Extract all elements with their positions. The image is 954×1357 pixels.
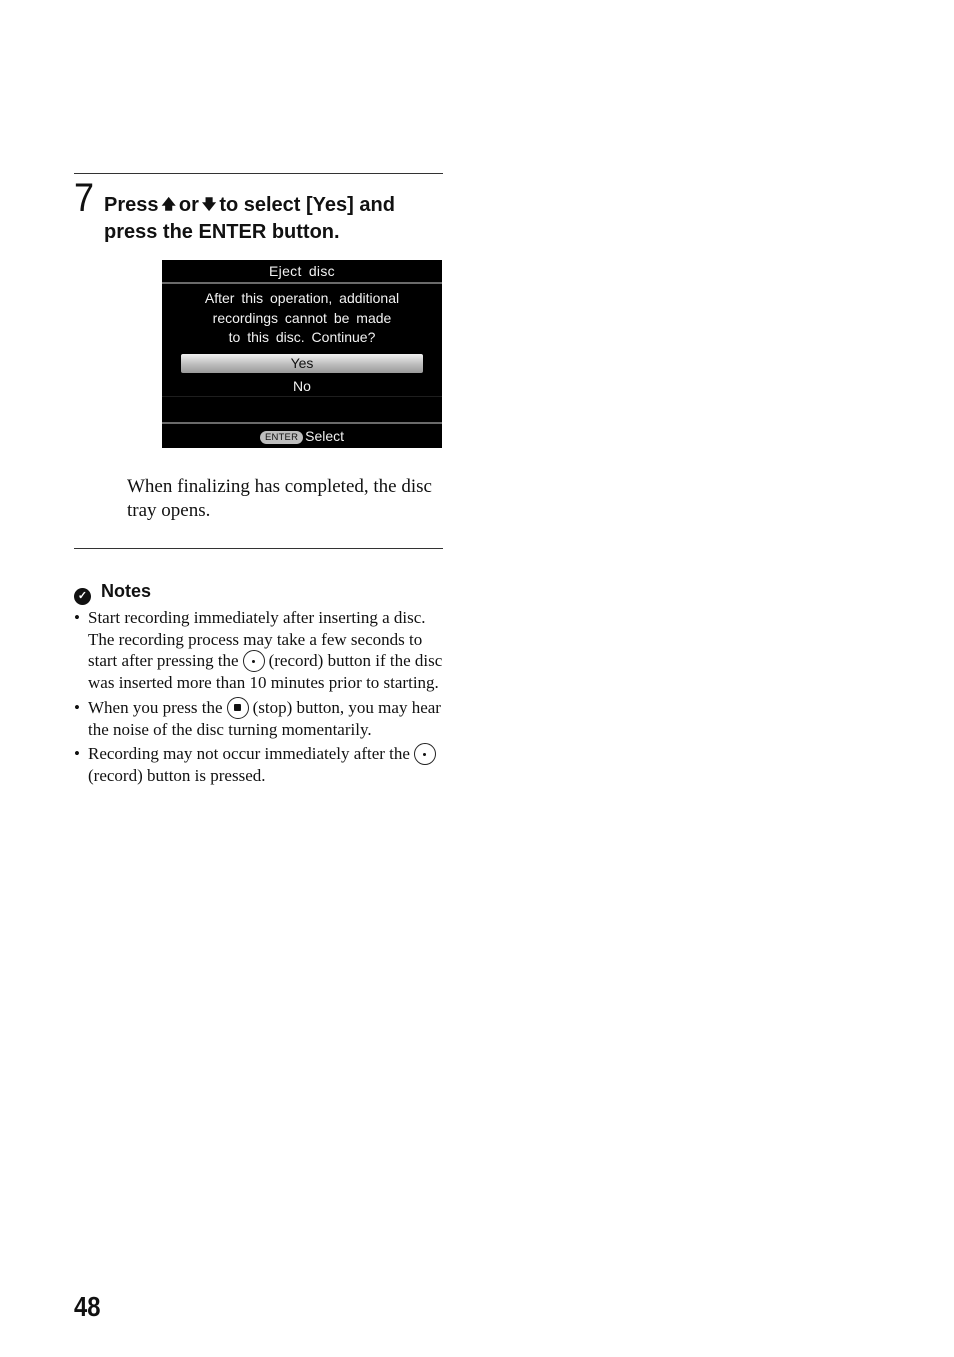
record-button-icon [414, 743, 436, 765]
dialog-message-line: recordings cannot be made [212, 309, 392, 326]
page-number: 48 [74, 1291, 101, 1322]
step-number: 7 [74, 176, 95, 220]
step-text-or: or [178, 194, 199, 216]
note-text: When you press the [88, 697, 223, 717]
dialog-footer [162, 426, 442, 446]
record-button-icon [243, 650, 265, 672]
dialog-title: Eject disc [269, 263, 335, 279]
footer-select-label: Select [305, 428, 345, 444]
stop-button-icon [227, 697, 249, 719]
dialog-footer-divider [162, 422, 442, 424]
note-item [74, 607, 446, 694]
note-text: Start recording immediately after inserting a disc. The recording process may take a few seconds to start after pressing the [88, 608, 426, 670]
option-no[interactable]: No [293, 378, 311, 394]
note-text: (record) button is pressed. [88, 766, 266, 785]
top-divider [74, 173, 443, 174]
notes-icon: ✓ [74, 588, 91, 605]
note-item [74, 697, 446, 741]
step-text-rest: to select [Yes] and press the ENTER button. [104, 194, 395, 243]
dialog-message [162, 289, 442, 348]
finalize-complete-text: When finalizing has completed, the disc tray opens. [127, 476, 432, 521]
up-arrow-icon: 🡅 [161, 196, 176, 212]
step-text-press: Press [104, 194, 159, 216]
dialog-message-line: to this disc. Continue? [228, 329, 376, 345]
eject-disc-dialog [162, 260, 442, 448]
notes-heading [74, 579, 151, 605]
enter-button-icon: ENTER [260, 431, 303, 444]
dialog-title-divider [162, 282, 442, 284]
note-text: (stop) button, you may hear the noise of the disc turning momentarily. [88, 697, 441, 739]
option-yes[interactable]: Yes [181, 354, 423, 373]
note-text: (record) button if the disc was inserted more than 10 minutes prior to starting. [88, 651, 443, 692]
section-divider [74, 548, 443, 549]
note-text: Recording may not occur immediately after the [88, 744, 410, 763]
down-arrow-icon: 🡇 [201, 196, 217, 212]
dialog-options-divider [162, 396, 442, 397]
notes-list [74, 607, 446, 790]
notes-heading-text: Notes [101, 581, 152, 601]
dialog-message-line: After this operation, additional [204, 290, 400, 306]
note-item [74, 743, 446, 787]
step-instruction [104, 191, 449, 246]
